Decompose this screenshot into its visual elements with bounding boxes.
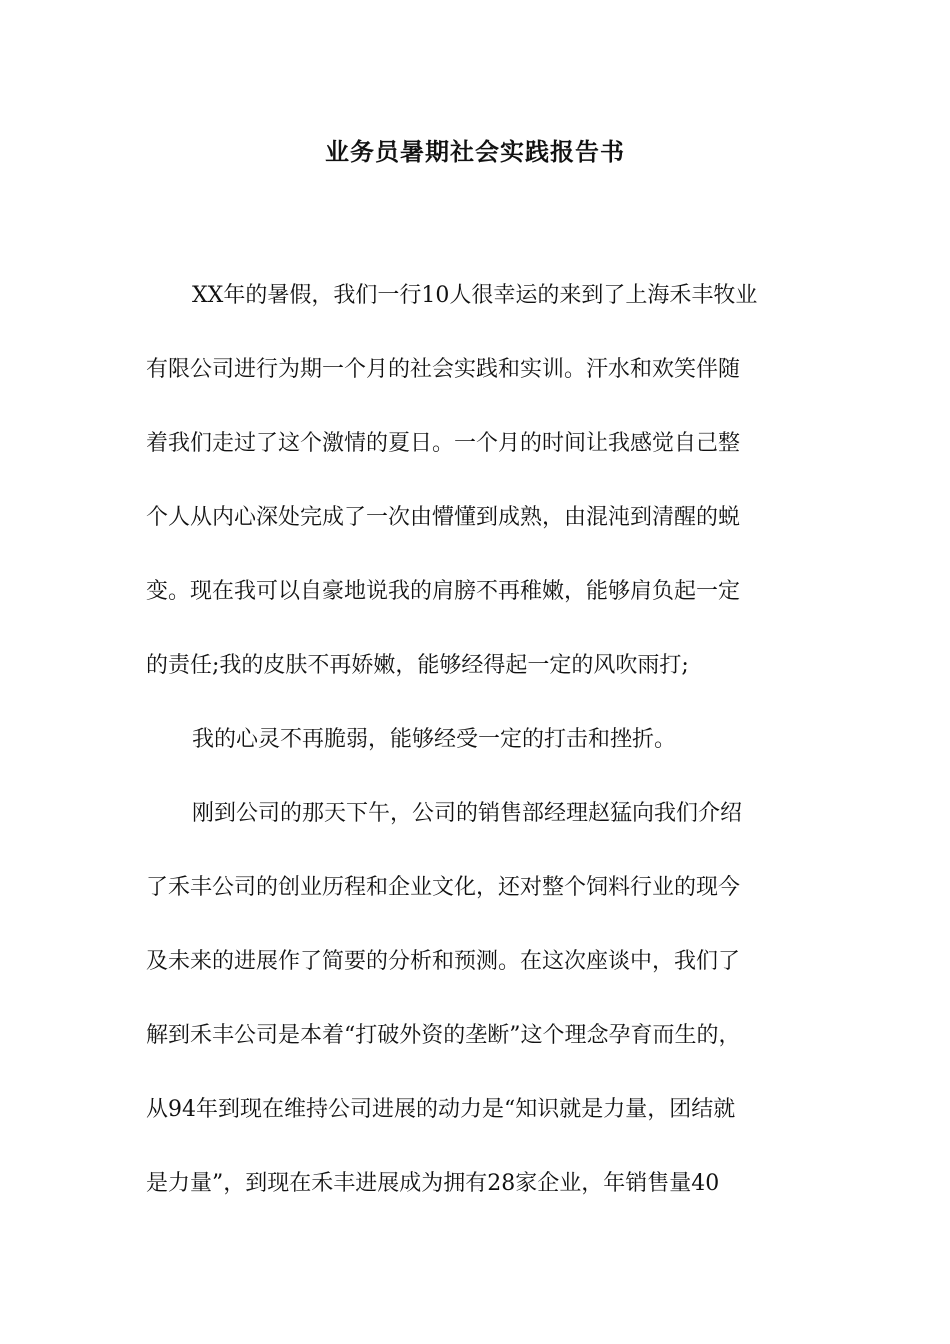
- paragraph-line: XX年的暑假，我们一行10人很幸运的来到了上海禾丰牧业: [192, 283, 758, 308]
- paragraph-line: 的责任;我的皮肤不再娇嫩，能够经得起一定的风吹雨打;: [146, 653, 689, 678]
- document-body: [146, 259, 806, 1221]
- paragraph-line: 从94年到现在维持公司进展的动力是“知识就是力量，团结就: [146, 1097, 736, 1122]
- paragraph-line: 我的心灵不再脆弱，能够经受一定的打击和挫折。: [192, 727, 677, 752]
- paragraph-line: 变。现在我可以自豪地说我的肩膀不再稚嫩，能够肩负起一定: [146, 579, 741, 604]
- paragraph-line: 有限公司进行为期一个月的社会实践和实训。汗水和欢笑伴随: [146, 357, 741, 382]
- page-title: 业务员暑期社会实践报告书: [325, 137, 625, 166]
- paragraph-line: 了禾丰公司的创业历程和企业文化，还对整个饲料行业的现今: [146, 875, 741, 900]
- paragraph-line: 着我们走过了这个激情的夏日。一个月的时间让我感觉自己整: [146, 431, 741, 456]
- paragraph-line: 及未来的进展作了简要的分析和预测。在这次座谈中，我们了: [146, 949, 741, 974]
- paragraph-line: 解到禾丰公司是本着“打破外资的垄断”这个理念孕育而生的，: [146, 1023, 741, 1048]
- paragraph-line: 刚到公司的那天下午，公司的销售部经理赵猛向我们介绍: [192, 801, 743, 826]
- paragraph-line: 是力量”，到现在禾丰进展成为拥有28家企业，年销售量40: [146, 1171, 720, 1196]
- paragraph-line: 个人从内心深处完成了一次由懵懂到成熟，由混沌到清醒的蜕: [146, 505, 741, 530]
